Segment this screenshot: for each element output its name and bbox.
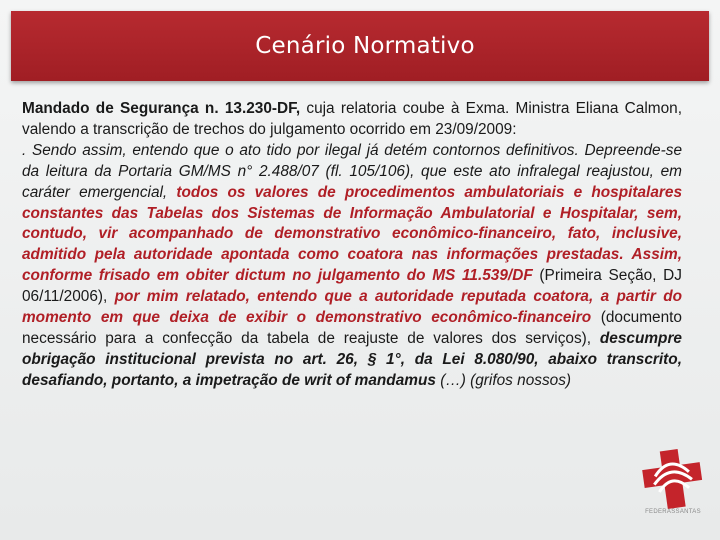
quote-highlight-2: por mim relatado, entendo que a autoridade reputada coatora, a partir do momento em que deixa de exibir o demonstrativo econômico-financeiro	[22, 288, 682, 327]
quote-tail: (…) (grifos nossos)	[435, 371, 572, 389]
slide-title: Cenário Normativo	[255, 33, 475, 59]
quote-italic-text: . Sendo assim, entendo que o ato tido por ilegal já detém contornos definitivos. Depreende-se da leitura da Portaria GM/MS n° 2.488/07 (fl. 105/106), que este ato infralegal reajustou, em caráter emergencial,	[22, 141, 682, 201]
logo-caption: FEDERASSANTAS	[645, 509, 701, 515]
quote-paragraph	[22, 141, 682, 392]
quote-bold-conclusion: descumpre obrigação institucional prevista no art. 26, § 1°, da Lei 8.080/90, abaixo transcrito, desafiando, portanto, a impetração de writ of mandamus	[22, 329, 682, 389]
federassantas-cross-logo-icon	[638, 446, 708, 516]
intro-paragraph	[22, 99, 682, 141]
quote-body	[22, 99, 682, 392]
intro-text: cuja relatoria coube à Exma. Ministra Eliana Calmon, valendo a transcrição de trechos do julgamento ocorrido em 23/09/2009:	[22, 100, 682, 138]
quote-highlight-1: todos os valores de procedimentos ambulatoriais e hospitalares constantes das Tabelas dos Sistemas de Informação Ambulatorial e Hospitalar, sem, contudo, vir acompanhado de demonstrativo econômico-financeiro, fato, inclusive, admitido pela autoridade apontada como coatora nas informações prestadas. Assim, conforme frisado em obiter dictum no julgamento do MS 11.539/DF	[22, 183, 682, 285]
quote-plain-1: (Primeira Seção, DJ 06/11/2006),	[22, 267, 682, 306]
quote-plain-2: (documento necessário para a confecção da tabela de reajuste de valores dos serviços),	[22, 309, 682, 347]
case-reference: Mandado de Segurança n. 13.230-DF,	[22, 100, 301, 117]
title-bar	[11, 11, 709, 81]
